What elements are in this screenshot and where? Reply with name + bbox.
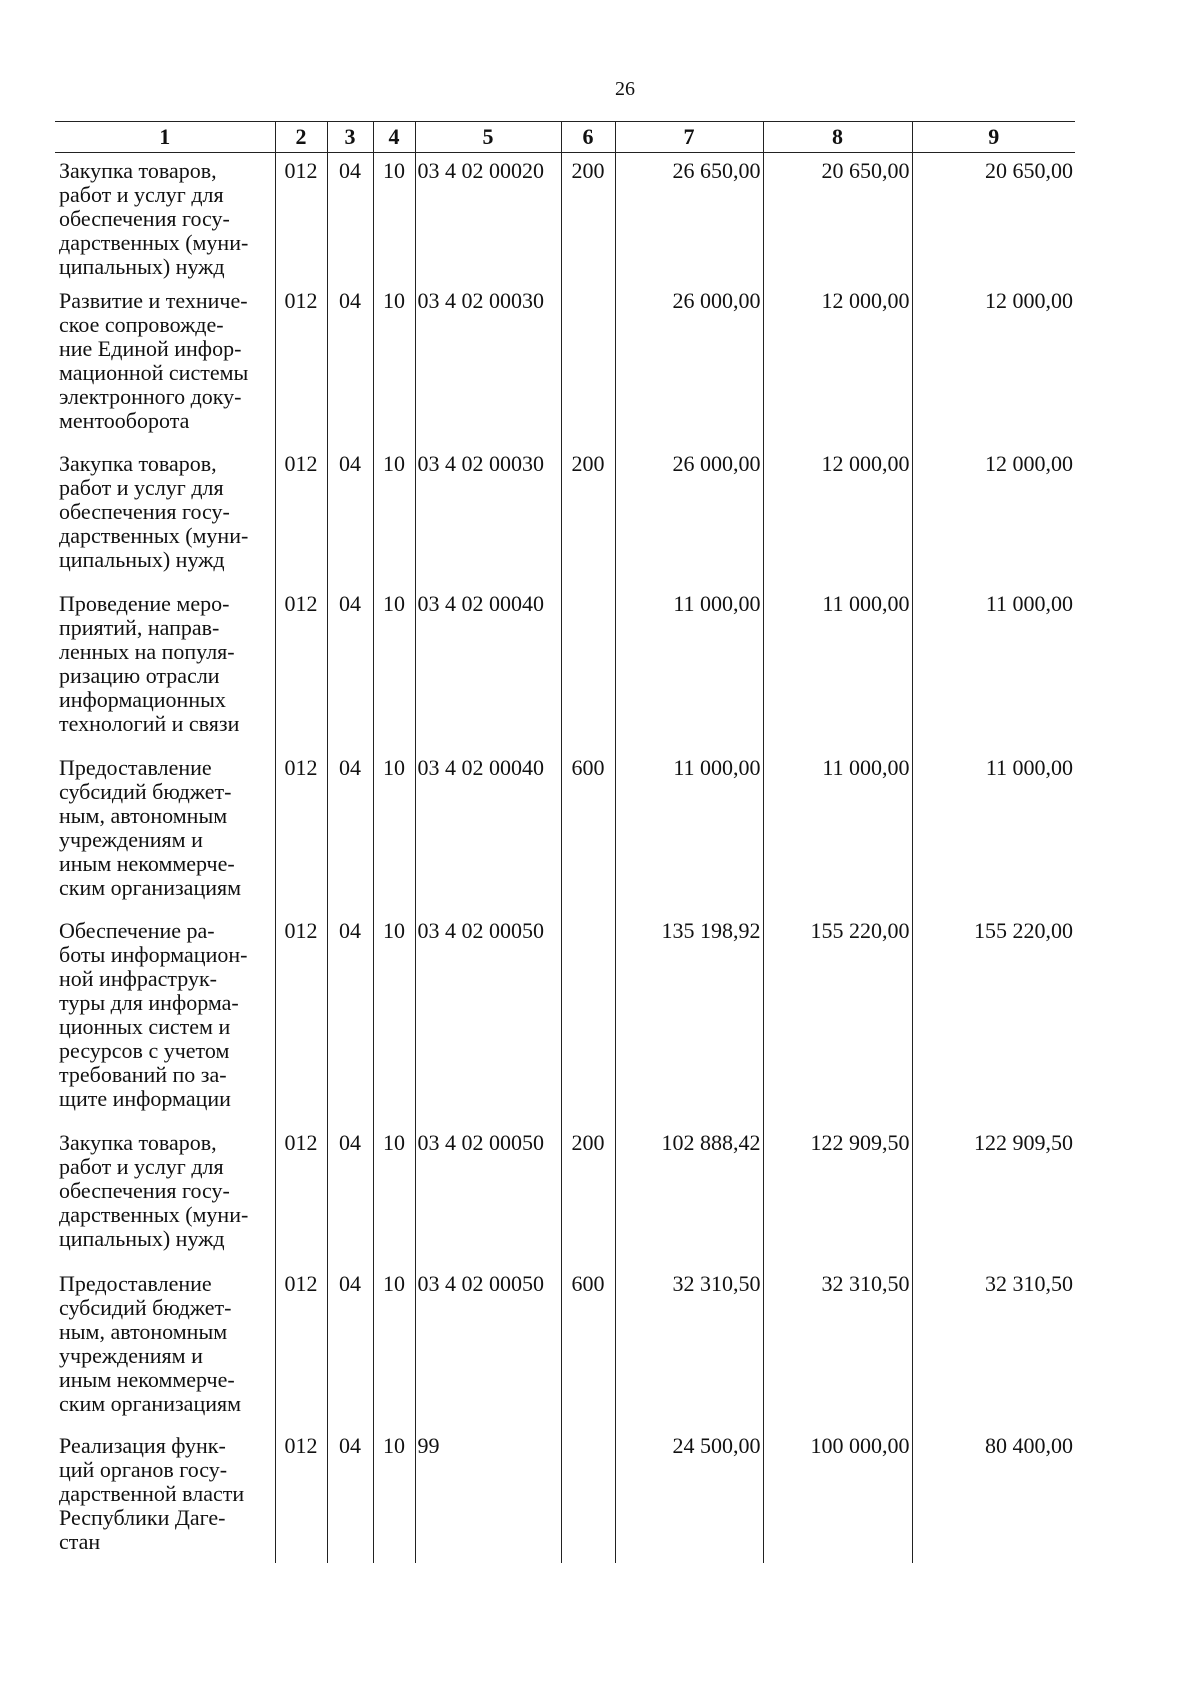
page-number: 26 xyxy=(615,78,635,100)
row-code-2: 012 xyxy=(275,446,327,586)
row-code-6 xyxy=(561,913,615,1125)
row-amount-7: 102 888,42 xyxy=(615,1125,763,1266)
row-code-5: 03 4 02 00040 xyxy=(415,750,561,913)
row-amount-7: 32 310,50 xyxy=(615,1266,763,1428)
row-amount-8: 11 000,00 xyxy=(763,750,912,913)
row-code-5: 03 4 02 00040 xyxy=(415,586,561,750)
row-code-4: 10 xyxy=(373,1428,415,1563)
row-amount-7: 135 198,92 xyxy=(615,913,763,1125)
row-code-2: 012 xyxy=(275,1428,327,1563)
row-amount-8: 12 000,00 xyxy=(763,446,912,586)
row-code-4: 10 xyxy=(373,1266,415,1428)
row-code-2: 012 xyxy=(275,283,327,446)
table-row xyxy=(55,750,1075,913)
row-amount-8: 32 310,50 xyxy=(763,1266,912,1428)
row-amount-7: 11 000,00 xyxy=(615,586,763,750)
row-amount-7: 24 500,00 xyxy=(615,1428,763,1563)
row-amount-9: 12 000,00 xyxy=(912,283,1075,446)
row-amount-8: 12 000,00 xyxy=(763,283,912,446)
row-code-6: 600 xyxy=(561,750,615,913)
row-code-6: 600 xyxy=(561,1266,615,1428)
row-code-2: 012 xyxy=(275,750,327,913)
row-amount-8: 100 000,00 xyxy=(763,1428,912,1563)
header-col-6: 6 xyxy=(561,122,615,153)
table-row xyxy=(55,1266,1075,1428)
row-code-6 xyxy=(561,586,615,750)
row-code-4: 10 xyxy=(373,913,415,1125)
row-amount-9: 155 220,00 xyxy=(912,913,1075,1125)
row-amount-7: 11 000,00 xyxy=(615,750,763,913)
row-name: Реализация функ- ций органов госу- дарственной власти Республики Даге- стан xyxy=(59,1432,245,1554)
row-name: Предоставление субсидий бюджет- ным, автономным учреждениям и иным некоммерче- ским организациям xyxy=(59,1270,242,1416)
row-code-3: 04 xyxy=(327,1125,373,1266)
row-code-3: 04 xyxy=(327,750,373,913)
row-amount-9: 20 650,00 xyxy=(912,153,1075,283)
row-code-5: 03 4 02 00050 xyxy=(415,1125,561,1266)
row-name: Проведение меро- приятий, направ- ленных на популя- ризацию отрасли информационных технологий и связи xyxy=(59,590,240,736)
row-name: Закупка товаров, работ и услуг для обеспечения госу- дарственных (муни- ципальных) нужд xyxy=(59,450,249,572)
row-code-3: 04 xyxy=(327,1428,373,1563)
row-code-5: 03 4 02 00030 xyxy=(415,283,561,446)
row-amount-9: 11 000,00 xyxy=(912,586,1075,750)
row-amount-8: 11 000,00 xyxy=(763,586,912,750)
row-code-3: 04 xyxy=(327,1266,373,1428)
header-col-8: 8 xyxy=(763,122,912,153)
table-row xyxy=(55,446,1075,586)
row-code-6 xyxy=(561,1428,615,1563)
row-code-2: 012 xyxy=(275,913,327,1125)
row-code-6 xyxy=(561,283,615,446)
row-code-3: 04 xyxy=(327,446,373,586)
row-amount-8: 155 220,00 xyxy=(763,913,912,1125)
row-name: Закупка товаров, работ и услуг для обеспечения госу- дарственных (муни- ципальных) нужд xyxy=(59,158,249,279)
header-row xyxy=(55,122,1075,153)
row-amount-9: 32 310,50 xyxy=(912,1266,1075,1428)
row-amount-9: 12 000,00 xyxy=(912,446,1075,586)
row-code-4: 10 xyxy=(373,283,415,446)
row-code-4: 10 xyxy=(373,446,415,586)
row-amount-9: 11 000,00 xyxy=(912,750,1075,913)
row-amount-7: 26 650,00 xyxy=(615,153,763,283)
row-code-4: 10 xyxy=(373,586,415,750)
row-code-2: 012 xyxy=(275,153,327,283)
row-code-5: 03 4 02 00030 xyxy=(415,446,561,586)
row-code-2: 012 xyxy=(275,1266,327,1428)
row-amount-9: 80 400,00 xyxy=(912,1428,1075,1563)
header-col-3: 3 xyxy=(327,122,373,153)
header-col-2: 2 xyxy=(275,122,327,153)
table-row xyxy=(55,153,1075,283)
row-code-2: 012 xyxy=(275,1125,327,1266)
row-name: Предоставление субсидий бюджет- ным, автономным учреждениям и иным некоммерче- ским организациям xyxy=(59,754,242,900)
header-col-7: 7 xyxy=(615,122,763,153)
row-amount-8: 20 650,00 xyxy=(763,153,912,283)
row-name: Развитие и техниче- ское сопровожде- ние Единой инфор- мационной системы электронного доку- ментооборота xyxy=(59,287,249,433)
row-code-3: 04 xyxy=(327,586,373,750)
row-code-4: 10 xyxy=(373,750,415,913)
table-row xyxy=(55,283,1075,446)
row-amount-7: 26 000,00 xyxy=(615,446,763,586)
row-code-3: 04 xyxy=(327,913,373,1125)
row-name: Закупка товаров, работ и услуг для обеспечения госу- дарственных (муни- ципальных) нужд xyxy=(59,1129,249,1251)
row-amount-7: 26 000,00 xyxy=(615,283,763,446)
row-code-3: 04 xyxy=(327,283,373,446)
row-name: Обеспечение ра- боты информацион- ной инфраструк- туры для информа- ционных систем и ресурсов с учетом требований по за- щите информации xyxy=(59,917,248,1111)
row-code-4: 10 xyxy=(373,1125,415,1266)
header-col-5: 5 xyxy=(415,122,561,153)
header-col-4: 4 xyxy=(373,122,415,153)
row-amount-9: 122 909,50 xyxy=(912,1125,1075,1266)
row-code-6: 200 xyxy=(561,153,615,283)
row-code-4: 10 xyxy=(373,153,415,283)
row-code-3: 04 xyxy=(327,153,373,283)
row-code-5: 03 4 02 00050 xyxy=(415,913,561,1125)
row-code-6: 200 xyxy=(561,446,615,586)
row-code-2: 012 xyxy=(275,586,327,750)
row-code-5: 03 4 02 00050 xyxy=(415,1266,561,1428)
table-row xyxy=(55,1428,1075,1563)
row-code-6: 200 xyxy=(561,1125,615,1266)
table-row xyxy=(55,586,1075,750)
table-row xyxy=(55,913,1075,1125)
row-amount-8: 122 909,50 xyxy=(763,1125,912,1266)
row-code-5: 03 4 02 00020 xyxy=(415,153,561,283)
header-col-1: 1 xyxy=(55,122,275,153)
budget-table xyxy=(55,121,1075,1563)
table-row xyxy=(55,1125,1075,1266)
header-col-9: 9 xyxy=(912,122,1075,153)
row-code-5: 99 xyxy=(415,1428,561,1563)
